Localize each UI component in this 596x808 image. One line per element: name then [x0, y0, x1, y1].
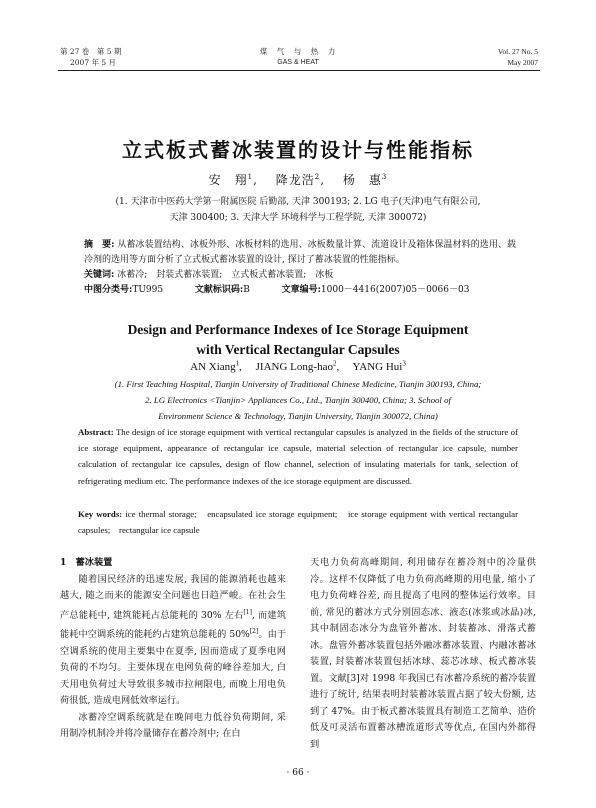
affiliation-zh-line-1: (1. 天津市中医药大学第一附属医院 后勤部, 天津 300193; 2. LG 电子(天津)电气有限公司,: [115, 197, 481, 207]
section-1-heading: 1 蓄冰装置: [60, 557, 113, 568]
author-zh-3: 杨 惠: [342, 173, 382, 187]
affiliation-en-line-3: Environment Science & Technology, Tianjin University, Tianjin 300072, China): [158, 411, 438, 421]
author-en-3-sup: 3: [402, 359, 406, 368]
affiliations-en: [0, 376, 596, 424]
header-journal-zh: 煤 气 与 热 力: [259, 47, 337, 56]
clc-label: 中图分类号:: [84, 285, 133, 295]
author-en-3: YANG Hui: [352, 361, 403, 373]
author-en-2-sup: 2: [332, 359, 337, 368]
keywords-zh: [84, 268, 516, 283]
abstract-en: [78, 424, 518, 489]
keywords-zh-label: 关键词:: [84, 270, 115, 280]
doc-code-label: 文献标识码:: [194, 285, 244, 295]
keywords-en-text: ice thermal storage; encapsulated ice storage equipment; ice storage equipment with vertical rectangular capsules; rectangular ice capsule: [78, 509, 519, 535]
body-column-left: [60, 555, 286, 743]
abstract-zh-text: 从蓄冰装置结构、冰板外形、冰板材料的选用、冰板数量计算、流道设计及箱体保温材料的选用、载冷剂的选用等方面分析了立式板式蓄冰装置的设计, 探讨了蓄冰装置的性能指标。: [84, 240, 516, 265]
paper-title-zh: 立式板式蓄冰装置的设计与性能指标: [122, 138, 474, 162]
body-paragraph-1-part-b: , 而建筑能耗中空调系统的能耗约占建筑总能耗的 50%: [60, 609, 287, 641]
header-volume-zh: 第 27 卷 第 5 期: [60, 47, 122, 56]
paper-title-en: [0, 320, 596, 360]
author-zh-1-sup: 1: [247, 173, 254, 181]
author-en-2: JIANG Long-hao: [255, 361, 333, 373]
body-paragraph-1-part-c: 。由于空调系统的使用主要集中在夏季, 因而造成了夏季电网负荷的不均匀。主要体现在电网负荷的峰谷差加大, 白天用电负荷过大导致很多城市拉闸限电, 而晚上用电负荷很低, 造成电网低效率运行。: [60, 629, 287, 707]
header-date-zh: 2007 年 5 月: [70, 58, 117, 67]
body-paragraph-2: 冰蓄冷空调系统就是在晚间电力低谷负荷期间, 采用制冷机制冷并将冷量储存在蓄冷剂中; 在白: [60, 711, 286, 740]
citation-1: [1]: [243, 608, 252, 616]
author-zh-3-sup: 3: [381, 173, 388, 181]
body-paragraph-1-part-a: 随着国民经济的迅速发展, 我国的能源消耗也越来越大, 随之而来的能源安全问题也日趋严峻。在社会生产总能耗中, 建筑能耗占总能耗的 30% 左右: [60, 573, 286, 621]
affiliations-zh: [0, 194, 596, 226]
classification-zh: [84, 283, 516, 298]
header-volume-en: Vol. 27 No. 5: [497, 47, 538, 56]
author-en-1-sup: 1: [235, 359, 240, 368]
header-journal-en: GAS & HEAT: [277, 59, 319, 66]
abstract-en-label: Abstract:: [78, 427, 114, 437]
clc-value: TU995: [132, 285, 164, 295]
abstract-zh: [84, 238, 516, 298]
affiliation-zh-line-2: 天津 300400; 3. 天津大学 环境科学与工程学院, 天津 300072): [169, 213, 427, 223]
abstract-en-text: The design of ice storage equipment with vertical rectangular capsules is analyzed in the fields of the structure of ice storage equipment, appearance of rectangular ice capsule, material selection of rectangular ice capsule, number calculation of rectangular ice capsules, design of flow channel, selection of insulating materials for tank, selection of refrigerating medium etc. The performance indexes of the ice storage equipment are discussed.: [78, 427, 518, 486]
author-zh-2: 降龙浩: [275, 173, 315, 187]
keywords-en-label: Key words:: [78, 509, 123, 519]
body-paragraph-1: [60, 572, 286, 710]
abstract-zh-label: 摘 要:: [84, 240, 115, 250]
keywords-zh-text: 冰蓄冷; 封装式蓄冰装置; 立式板式蓄冰装置; 冰板: [117, 270, 334, 280]
author-zh-1: 安 翔: [208, 173, 248, 187]
abstract-zh-body: [84, 238, 516, 268]
header-rule: [58, 70, 540, 71]
affiliation-en-line-2: 2. LG Electronics <Tianjin> Appliances Co., Ltd., Tianjin 300400, China; 3. School of: [145, 395, 451, 405]
authors-en: AN Xiang$^1$, JIANG Long-hao$^2$, YANG Hui$^3$: [190, 359, 406, 373]
page-number: · 66 ·: [286, 768, 310, 778]
paper-title-en-line-2: with Vertical Rectangular Capsules: [196, 342, 400, 357]
body-column-right: [310, 555, 536, 753]
header-volume-en-block: [498, 46, 538, 68]
author-zh-2-sup: 2: [314, 173, 321, 181]
author-en-1: AN Xiang: [190, 361, 236, 373]
citation-2: [2]: [249, 628, 259, 636]
paper-title-en-line-1: Design and Performance Indexes of Ice Storage Equipment: [127, 322, 469, 337]
doc-code-value: B: [243, 285, 250, 295]
article-no-value: 1000－4416(2007)05－0066－03: [320, 285, 470, 295]
keywords-en: [78, 506, 518, 538]
header-date-en: May 2007: [507, 58, 538, 67]
article-no-label: 文章编号:: [281, 285, 321, 295]
authors-zh: 安 翔$^1$, 降龙浩$^2$, 杨 惠$^3$: [208, 173, 388, 187]
affiliation-en-line-1: (1. First Teaching Hospital, Tianjin University of Traditional Chinese Medicine, Tianjin 300193, China;: [114, 379, 482, 389]
body-paragraph-3: 天电力负荷高峰期间, 利用储存在蓄冷剂中的冷量供冷。这样不仅降低了电力负荷高峰期的用电量, 缩小了电力负荷峰谷差, 而且提高了电网的整体运行效率。目前, 常见的蓄冰方式分别固态冰、液态(冰浆或冰晶)冰, 其中制固态冰分为盘管外蓄冰、封装蓄冰、滑落式蓄冰。盘管外蓄冰装置包括外融冰蓄冰装置、内融冰蓄冰装置, 封装蓄冰装置包括冰球、蕊芯冰球、板式蓄冰装置。文献[3]对 1998 年我国已有冰蓄冷系统的蓄冷装置进行了统计, 结果表明封装蓄冰装置占据了较大份额, 达到了 47%。由于板式蓄冰装置具有制造工艺简单、造价低及可灵活布置蓄冰槽流道形式等优点, 在国内外都得到: [310, 557, 536, 750]
